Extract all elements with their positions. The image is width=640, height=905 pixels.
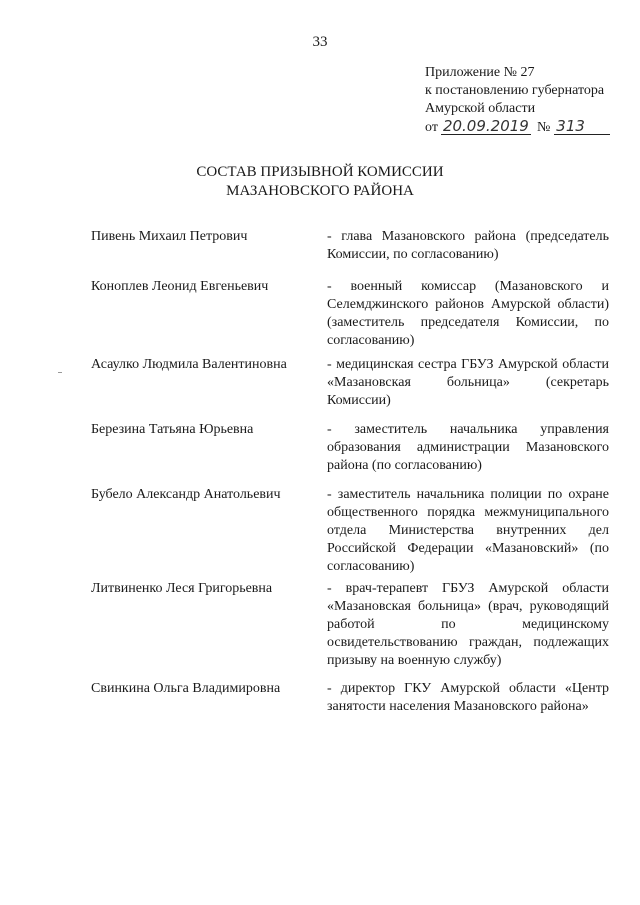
member-role: - глава Мазановского района (председатель Комиссии, по согласованию): [327, 229, 609, 262]
handwritten-date: 20.09.2019: [441, 118, 531, 135]
document-title: [0, 163, 640, 201]
member-role: - медицинская сестра ГБУЗ Амурской области «Мазановская больница» (секретарь Комиссии): [327, 357, 609, 408]
member-role: - военный комиссар (Мазановского и Селемджинского районов Амурской области) (заместитель председателя Комиссии, по согласованию): [327, 279, 609, 348]
margin-mark: [58, 372, 62, 373]
appendix-line-3: Амурской области: [425, 101, 536, 116]
page-number: 33: [312, 34, 328, 50]
appendix-date-line: [425, 118, 625, 137]
member-role: - врач-терапевт ГБУЗ Амурской области «Мазановская больница» (врач, руководящий работой по медицинскому освидетельствованию граждан, подлежащих призыву на военную службу): [327, 581, 609, 668]
member-name: Коноплев Леонид Евгеньевич: [91, 279, 269, 294]
appendix-line-2: к постановлению губернатора: [425, 83, 605, 98]
appendix-line-1: Приложение № 27: [425, 65, 535, 80]
member-role: - заместитель начальника полиции по охране общественного порядка межмуниципального отдела Министерства внутренних дел Российской Федерации «Мазановский» (по согласованию): [327, 487, 609, 574]
member-name: Литвиненко Леся Григорьевна: [91, 581, 273, 596]
handwritten-number: 313: [554, 118, 610, 135]
member-name: Березина Татьяна Юрьевна: [91, 422, 254, 437]
number-prefix: №: [536, 120, 551, 135]
date-prefix: от: [425, 120, 438, 135]
title-line-2: МАЗАНОВСКОГО РАЙОНА: [226, 183, 414, 199]
member-name: Пивень Михаил Петрович: [91, 229, 248, 244]
member-name: Асаулко Людмила Валентиновна: [91, 357, 287, 372]
appendix-header: [425, 64, 625, 137]
member-name: Бубело Александр Анатольевич: [91, 487, 281, 502]
member-role: - заместитель начальника управления образования администрации Мазановского района (по согласованию): [327, 422, 609, 473]
title-line-1: СОСТАВ ПРИЗЫВНОЙ КОМИССИИ: [196, 164, 444, 180]
member-role: - директор ГКУ Амурской области «Центр занятости населения Мазановского района»: [327, 681, 609, 714]
member-name: Свинкина Ольга Владимировна: [91, 681, 281, 696]
